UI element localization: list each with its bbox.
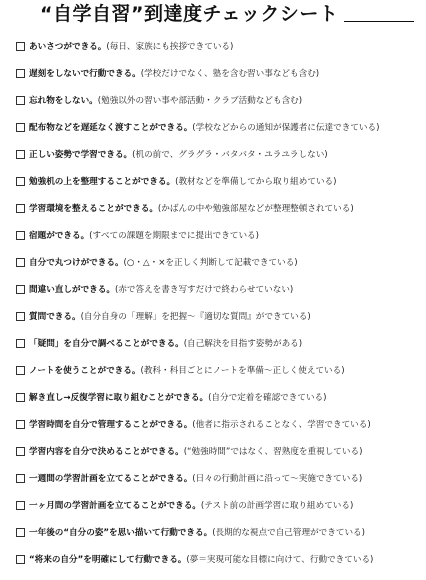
item-note-text: (赤で答えを書き写すだけで終わらせていない)	[114, 285, 294, 295]
checklist-item	[10, 364, 422, 391]
checkbox[interactable]	[16, 150, 25, 159]
checkbox[interactable]	[16, 123, 25, 132]
checklist-item	[10, 175, 422, 202]
item-text	[29, 472, 362, 486]
checklist-item	[10, 553, 422, 580]
checkbox[interactable]	[16, 204, 25, 213]
item-text	[29, 337, 302, 351]
item-main-text: 忘れ物をしない。	[29, 96, 98, 106]
item-text	[29, 256, 298, 270]
item-note-text: (夢＝実現可能な目標に向けて、行動できている)	[186, 555, 374, 565]
item-text	[29, 364, 345, 378]
checklist-item	[10, 472, 422, 499]
item-text	[29, 445, 362, 459]
item-main-text: 自分で丸つけができる。	[29, 258, 124, 268]
checklist-item	[10, 283, 422, 310]
item-note-text: (教科・科目ごとにノートを準備～正しく使えている)	[140, 366, 345, 376]
item-main-text: 「疑問」を自分で調べることができる。	[29, 339, 184, 349]
item-note-text: (すべての課題を期限までに提出できている)	[89, 231, 259, 241]
item-main-text: 一年後の“自分の姿”を思い描いて行動できる。	[29, 528, 213, 538]
checkbox[interactable]	[16, 96, 25, 105]
item-note-text: (テスト前の計画学習に取り組めている)	[200, 501, 354, 511]
checklist-item	[10, 256, 422, 283]
checklist-item	[10, 94, 422, 121]
checklist-item	[10, 526, 422, 553]
checklist-item	[10, 499, 422, 526]
item-main-text: 学習時間を自分で管理することができる。	[29, 420, 193, 430]
item-main-text: 学習環境を整えることができる。	[29, 204, 158, 214]
item-text	[29, 202, 354, 216]
item-note-text: (机の前で、グラグラ・バタバタ・ユラユラしない)	[132, 150, 328, 160]
item-note-text: (日々の行動計画に沿って～実施できている)	[192, 474, 363, 484]
checklist-item	[10, 67, 422, 94]
item-note-text: (○・△・×を正しく判断して記載できている)	[123, 258, 298, 268]
item-text	[29, 229, 259, 243]
checklist-item	[10, 121, 422, 148]
checkbox[interactable]	[16, 366, 25, 375]
item-note-text: (学校などからの通知が保護者に伝達できている)	[192, 123, 380, 133]
item-main-text: 宿題ができる。	[29, 231, 90, 241]
checklist-item	[10, 337, 422, 364]
item-main-text: 間違い直しができる。	[29, 285, 115, 295]
checkbox[interactable]	[16, 528, 25, 537]
item-main-text: “将来の自分”を明確にして行動できる。	[29, 555, 187, 565]
header	[0, 0, 426, 34]
item-text	[29, 391, 327, 405]
checkbox[interactable]	[16, 339, 25, 348]
checklist-item	[10, 310, 422, 337]
checkbox[interactable]	[16, 258, 25, 267]
checklist-item	[10, 40, 422, 67]
checklist-item	[10, 445, 422, 472]
item-main-text: 質問できる。	[29, 312, 81, 322]
item-text	[29, 94, 302, 108]
item-main-text: 学習内容を自分で決めることができる。	[29, 447, 184, 457]
item-main-text: 遅刻をしないで行動できる。	[29, 69, 141, 79]
item-text	[29, 67, 319, 81]
item-note-text: (“勉強時間”ではなく、習熟度を重視している)	[183, 447, 363, 457]
item-main-text: 解き直し→反復学習に取り組むことができる。	[29, 393, 209, 403]
checkbox[interactable]	[16, 420, 25, 429]
item-main-text: 一週間の学習計画を立てることができる。	[29, 474, 193, 484]
item-note-text: (自分で定着を確認できている)	[208, 393, 327, 403]
checkbox[interactable]	[16, 555, 25, 564]
checkbox[interactable]	[16, 501, 25, 510]
item-text	[29, 283, 293, 297]
item-text	[29, 40, 233, 54]
checkbox[interactable]	[16, 474, 25, 483]
item-text	[29, 310, 311, 324]
checklist-item	[10, 229, 422, 256]
item-note-text: (教材などを準備してから取り組めている)	[175, 177, 337, 187]
checkbox[interactable]	[16, 447, 25, 456]
page-title: “自学自習”到達度チェックシート	[40, 3, 339, 25]
item-main-text: ノートを使うことができる。	[29, 366, 141, 376]
checklist-item	[10, 148, 422, 175]
item-text	[29, 553, 373, 567]
item-main-text: 一ヶ月間の学習計画を立てることができる。	[29, 501, 201, 511]
item-text	[29, 175, 337, 189]
item-text	[29, 148, 328, 162]
checkbox[interactable]	[16, 231, 25, 240]
item-text	[29, 121, 379, 135]
checklist-item	[10, 202, 422, 229]
checkbox[interactable]	[16, 177, 25, 186]
checklist-item	[10, 418, 422, 445]
checkbox[interactable]	[16, 285, 25, 294]
item-note-text: (他者に指示されることなく、学習できている)	[192, 420, 371, 430]
item-main-text: 正しい姿勢で学習できる。	[29, 150, 133, 160]
item-note-text: (自分自身の「理解」を把握～『適切な質問』ができている)	[80, 312, 311, 322]
name-underline[interactable]	[344, 21, 414, 22]
checkbox[interactable]	[16, 393, 25, 402]
checkbox[interactable]	[16, 69, 25, 78]
item-note-text: (勉強以外の習い事や部活動・クラブ活動なども含む)	[97, 96, 303, 106]
item-text	[29, 526, 365, 540]
checkbox[interactable]	[16, 42, 25, 51]
item-main-text: あいさつができる。	[29, 42, 107, 52]
item-text	[29, 418, 371, 432]
checkbox[interactable]	[16, 312, 25, 321]
checklist	[10, 40, 422, 580]
item-main-text: 配布物などを遅延なく渡すことができる。	[29, 123, 193, 133]
item-note-text: (毎日、家族にも挨拶できている)	[106, 42, 234, 52]
checklist-item	[10, 391, 422, 418]
item-note-text: (学校だけでなく、塾を含む習い事なども含む)	[140, 69, 320, 79]
item-note-text: (自己解決を目指す姿勢がある)	[183, 339, 303, 349]
item-note-text: (かばんの中や勉強部屋などが整理整頓されている)	[157, 204, 354, 214]
item-text	[29, 499, 353, 513]
item-main-text: 勉強机の上を整理することができる。	[29, 177, 176, 187]
item-note-text: (長期的な視点で自己管理ができている)	[212, 528, 365, 538]
